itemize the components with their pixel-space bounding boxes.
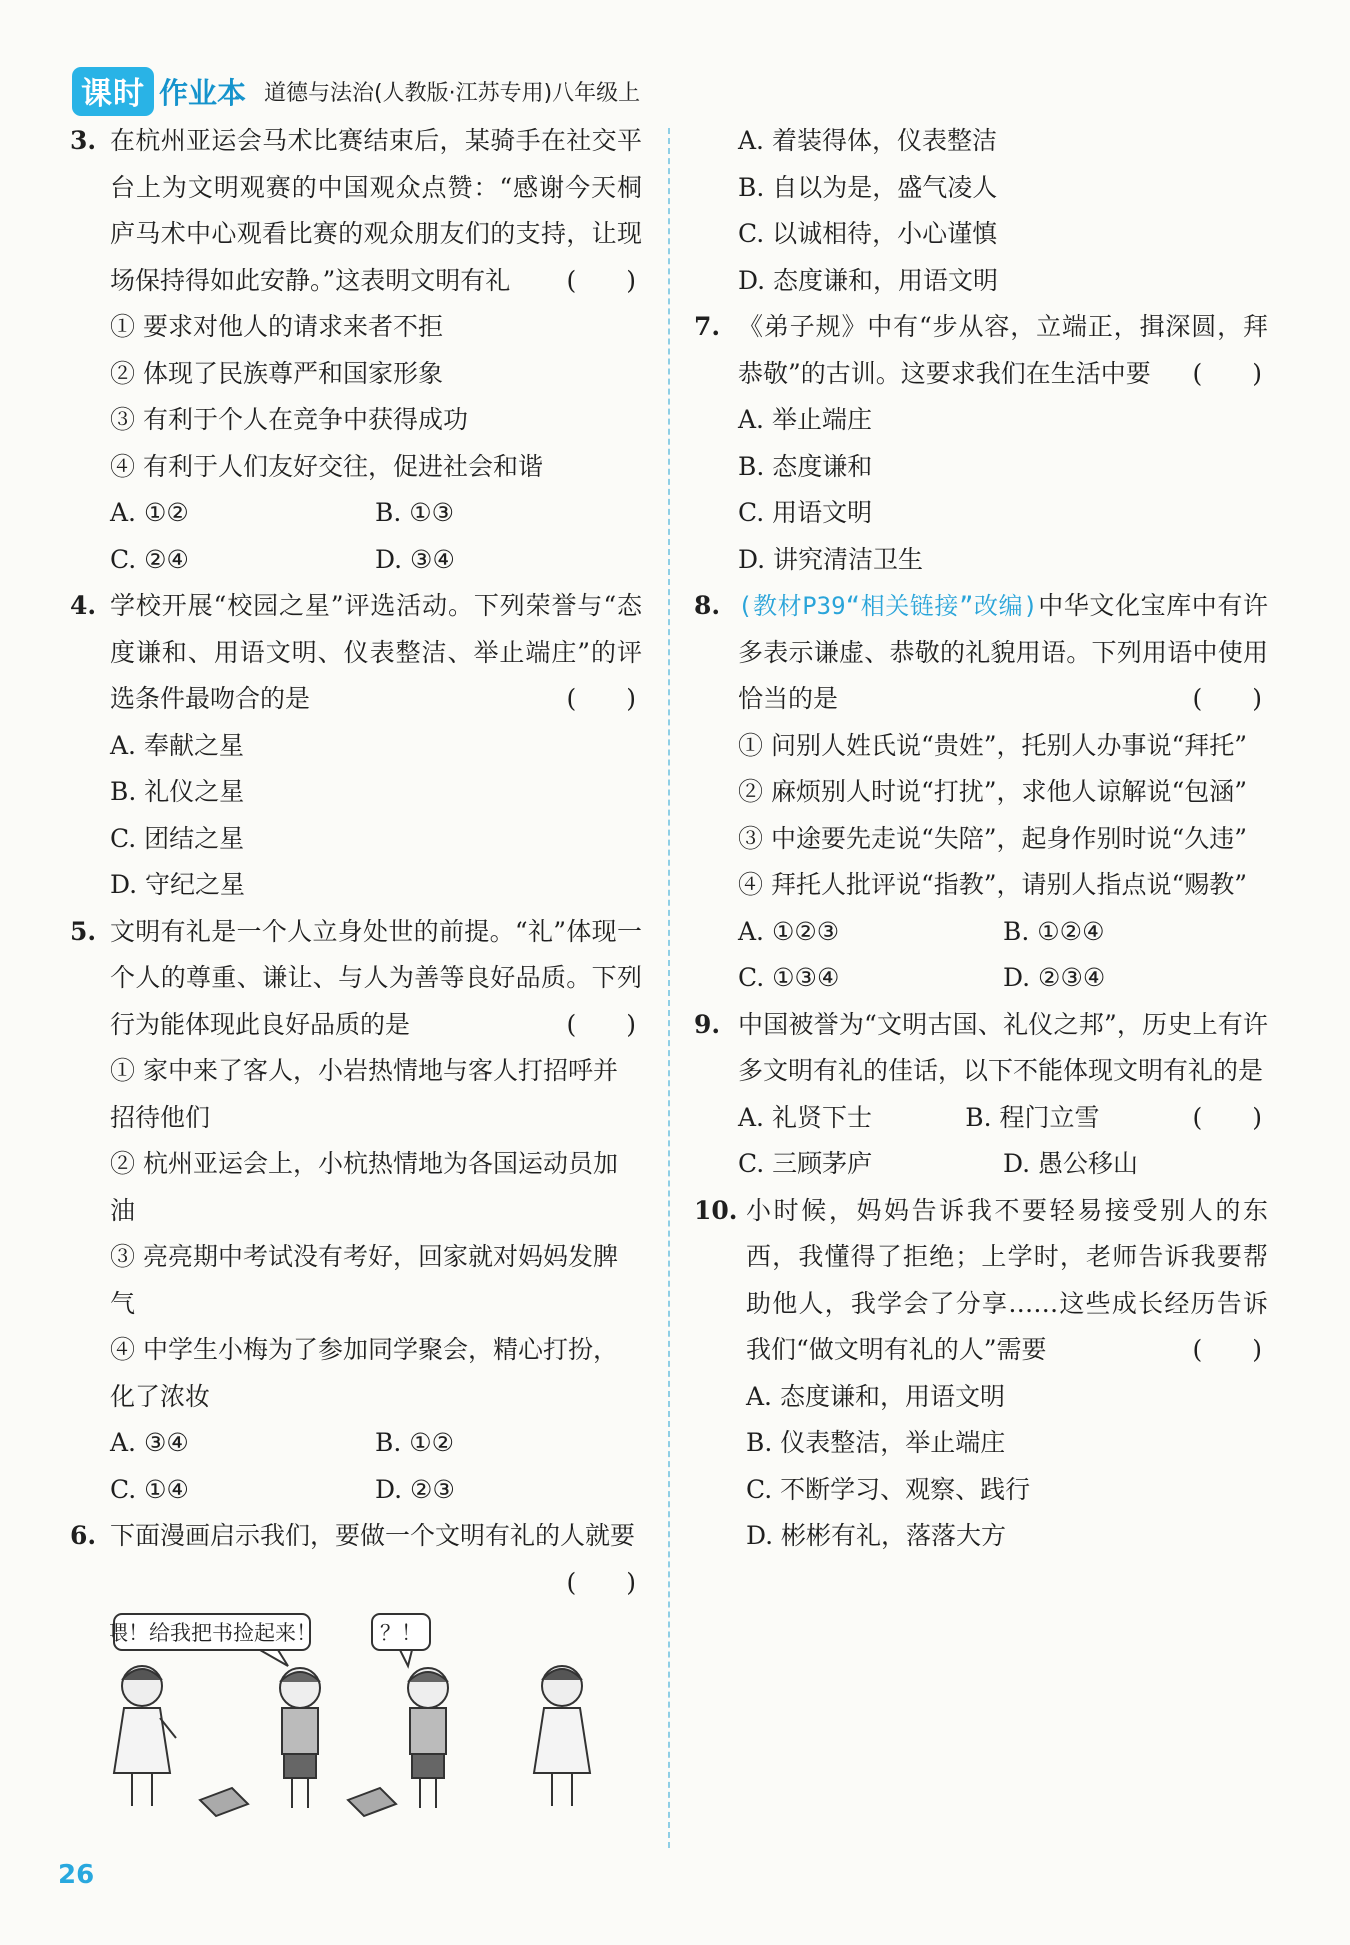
option-c[interactable]: C. 三顾茅庐 [738,1149,873,1178]
option-a[interactable]: A. ①②③ [738,916,840,946]
option-c[interactable]: C. 用语文明 [738,498,873,527]
question-9 [694,1002,1268,1188]
answer-bracket[interactable]: ( ) [1192,1102,1262,1132]
book-icon [348,1788,396,1816]
option-b[interactable]: B. ①②④ [1003,916,1105,946]
answer-bracket[interactable]: ( ) [1192,358,1262,388]
question-5 [66,909,642,1514]
question-stem: 《弟子规》中有“步从容，立端正，揖深圆，拜恭敬”的古训。这要求我们在生活中要 ( ) [738,304,1268,397]
question-10 [694,1188,1268,1560]
statement-item: ④ 拜托人批评说“指教”，请别人指点说“赐教” [738,870,1248,899]
question-number: 10. [694,1195,738,1225]
book-logo: 课时 [72,67,154,116]
book-logo-text: 作业本 [159,75,247,110]
option-a[interactable]: A. 礼贤下士 [738,1102,872,1132]
option-d[interactable]: D. 彬彬有礼，落落大方 [746,1521,1007,1550]
statement-item: ① 问别人姓氏说“贵姓”，托别人办事说“拜托” [738,730,1248,760]
option-b[interactable]: B. ①② [375,1428,455,1457]
option-c[interactable]: C. ①④ [110,1474,189,1504]
question-3 [66,118,642,583]
boy-figure [408,1668,448,1808]
answer-bracket[interactable]: ( ) [1192,1335,1262,1364]
statement-item: ③ 中途要先走说“失陪”，起身作别时说“久违” [738,823,1248,853]
question-8 [694,583,1268,1002]
question-number: 7. [694,312,721,341]
source-note: (教材P39“相关链接”改编) [738,592,1038,620]
statement-item: ④ 中学生小梅为了参加同学聚会，精心打扮，化了浓妆 [110,1335,618,1411]
right-column [694,118,1268,1560]
option-d[interactable]: D. ②③ [375,1474,455,1504]
question-stem: 学校开展“校园之星”评选活动。下列荣誉与“态度谦和、用语文明、仪表整洁、举止端庄”的评选条件最吻合的是 ( ) [110,583,642,723]
page-number: 26 [58,1860,95,1890]
answer-bracket[interactable]: ( ) [566,1009,636,1039]
answer-bracket[interactable]: ( ) [566,1567,636,1597]
option-d[interactable]: D. 愚公移山 [1003,1149,1139,1178]
question-stem: 小时候，妈妈告诉我不要轻易接受别人的东西，我懂得了拒绝；上学时，老师告诉我要帮助他人，我学会了分享……这些成长经历告诉我们“做文明有礼的人”需要 ( ) [746,1188,1268,1374]
speech-bubble-text: ？！ [380,1621,422,1645]
option-c[interactable]: C. 团结之星 [110,823,245,853]
question-number: 8. [694,591,721,620]
option-b[interactable]: B. 自以为是，盛气凌人 [738,172,998,202]
statement-item: ① 要求对他人的请求来者不拒 [110,312,443,341]
question-6-options [694,118,1268,304]
question-number: 5. [70,916,97,946]
question-stem: 在杭州亚运会马术比赛结束后，某骑手在社交平台上为文明观赛的中国观众点赞：“感谢今天桐庐马术中心观看比赛的观众朋友们的支持，让现场保持得如此安静。”这表明文明有礼 ( ) [110,118,642,304]
option-b[interactable]: B. 程门立雪 [965,1102,1100,1132]
option-d[interactable]: D. ③④ [375,544,455,574]
option-d[interactable]: D. 讲究清洁卫生 [738,544,924,574]
column-divider [668,128,670,1848]
subject-title: 道德与法治(人教版·江苏专用)八年级上 [264,80,641,106]
question-number: 6. [70,1521,97,1550]
question-number: 3. [70,126,97,155]
statement-item: ② 体现了民族尊严和国家形象 [110,358,443,388]
statement-item: ③ 亮亮期中考试没有考好，回家就对妈妈发脾气 [110,1242,618,1318]
option-c[interactable]: C. ①③④ [738,963,840,992]
left-column [66,118,642,1839]
answer-bracket[interactable]: ( ) [1192,684,1262,713]
page-header [72,68,640,114]
question-7 [694,304,1268,583]
option-b[interactable]: B. 仪表整洁，举止端庄 [746,1428,1006,1457]
statement-item: ② 麻烦别人时说“打扰”，求他人谅解说“包涵” [738,777,1248,806]
option-d[interactable]: D. 态度谦和，用语文明 [738,265,999,295]
speech-bubble-text: 喂！给我把书捡起来！ [110,1621,317,1645]
option-a[interactable]: A. ③④ [110,1428,189,1457]
question-number: 9. [694,1009,721,1039]
statement-item: ④ 有利于人们友好交往，促进社会和谐 [110,451,543,481]
option-b[interactable]: B. ①③ [375,498,455,527]
question-stem: 中国被誉为“文明古国、礼仪之邦”，历史上有许多文明有礼的佳话，以下不能体现文明有礼的是 ( ) [738,1002,1268,1095]
option-d[interactable]: D. 守纪之星 [110,870,246,899]
question-number: 4. [70,591,97,620]
option-d[interactable]: D. ②③④ [1003,963,1106,992]
option-a[interactable]: A. 态度谦和，用语文明 [746,1381,1005,1411]
option-a[interactable]: A. ①② [110,498,189,527]
boy-figure [280,1668,320,1808]
answer-bracket[interactable]: ( ) [566,684,636,713]
option-a[interactable]: A. 奉献之星 [110,730,244,760]
girl-figure [534,1666,590,1806]
option-a[interactable]: A. 着装得体，仪表整洁 [738,126,997,155]
option-c[interactable]: C. 不断学习、观察、践行 [746,1474,1031,1504]
book-icon [200,1788,248,1816]
option-b[interactable]: B. 态度谦和 [738,451,873,481]
question-stem: (教材P39“相关链接”改编)中华文化宝库中有许多表示谦虚、恭敬的礼貌用语。下列用语中使用恰当的是 ( ) [738,583,1268,723]
question-stem: 文明有礼是一个人立身处世的前提。“礼”体现一个人的尊重、谦让、与人为善等良好品质。下列行为能体现此良好品质的是 ( ) [110,909,642,1049]
girl-figure [114,1666,176,1806]
statement-item: ① 家中来了客人，小岩热情地与客人打招呼并招待他们 [110,1056,618,1132]
option-b[interactable]: B. 礼仪之星 [110,777,245,806]
option-c[interactable]: C. ②④ [110,544,189,574]
option-c[interactable]: C. 以诚相待，小心谨慎 [738,219,998,248]
question-6 [66,1513,642,1597]
statement-item: ② 杭州亚运会上，小杭热情地为各国运动员加油 [110,1149,618,1225]
option-a[interactable]: A. 举止端庄 [738,405,872,434]
question-4 [66,583,642,909]
question-stem: 下面漫画启示我们，要做一个文明有礼的人就要 ( ) [110,1513,642,1560]
answer-bracket[interactable]: ( ) [566,265,636,295]
statement-item: ③ 有利于个人在竞争中获得成功 [110,405,468,434]
comic-illustration [110,1608,630,1823]
